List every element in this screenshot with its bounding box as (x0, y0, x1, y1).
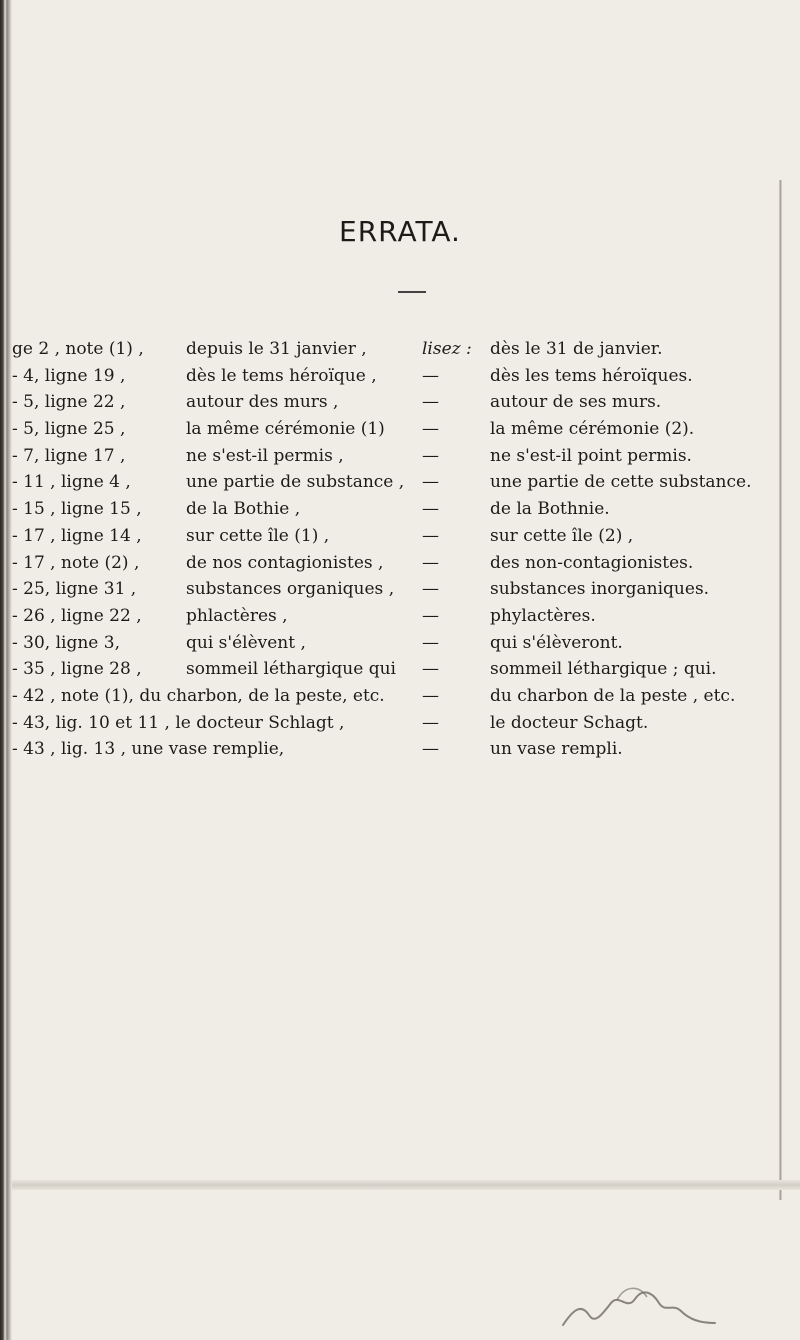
errata-correction: du charbon de la peste , etc. (490, 685, 736, 706)
errata-error-text: une partie de substance , (186, 472, 405, 493)
errata-error-text: de nos contagionistes , (186, 552, 384, 573)
errata-location: - 5, ligne 22 , (12, 392, 126, 413)
page-title: ERRATA. (339, 215, 461, 248)
errata-separator: — (422, 605, 439, 626)
errata-row (4, 656, 794, 683)
errata-error-text: autour des murs , (186, 392, 339, 413)
errata-row (4, 443, 794, 470)
errata-location: - 15 , ligne 15 , (12, 499, 142, 520)
errata-separator: — (422, 712, 439, 733)
errata-row (4, 550, 794, 577)
errata-row (4, 469, 794, 496)
title-rule (398, 291, 426, 293)
page-crease (12, 1180, 800, 1190)
errata-row (4, 363, 794, 390)
errata-row (4, 576, 794, 603)
errata-error-text: la même cérémonie (1) (186, 419, 385, 440)
errata-location: - 30, ligne 3, (12, 632, 120, 653)
errata-correction: sur cette île (2) , (490, 525, 634, 546)
errata-correction: de la Bothnie. (490, 499, 610, 520)
errata-correction: le docteur Schagt. (490, 712, 649, 733)
errata-location: - 7, ligne 17 , (12, 445, 126, 466)
errata-row (4, 496, 794, 523)
errata-row (4, 683, 794, 710)
errata-error-text: substances organiques , (186, 579, 395, 600)
errata-location: - 11 , ligne 4 , (12, 472, 131, 493)
errata-separator: — (422, 365, 439, 386)
errata-location: ge 2 , note (1) , (12, 339, 144, 359)
handwritten-mark (555, 1265, 725, 1335)
errata-error-text: dès le tems héroïque , (186, 365, 377, 386)
errata-separator: lisez : (422, 339, 472, 359)
errata-location: - 4, ligne 19 , (12, 365, 126, 386)
errata-correction: phylactères. (490, 605, 596, 626)
errata-correction: une partie de cette substance. (490, 472, 752, 493)
errata-location: - 17 , ligne 14 , (12, 525, 142, 546)
errata-location: - 17 , note (2) , (12, 552, 140, 573)
errata-separator: — (422, 472, 439, 493)
errata-location: - 5, ligne 25 , (12, 419, 126, 440)
errata-correction: ne s'est-il point permis. (490, 445, 692, 466)
errata-separator: — (422, 419, 439, 440)
errata-error-text: sur cette île (1) , (186, 525, 330, 546)
errata-row (4, 416, 794, 443)
errata-location: - 42 , note (1), du charbon, de la peste, etc. (12, 685, 385, 706)
errata-separator: — (422, 552, 439, 573)
errata-separator: — (422, 632, 439, 653)
errata-row (4, 523, 794, 550)
errata-location: - 25, ligne 31 , (12, 579, 137, 600)
errata-row (4, 603, 794, 630)
errata-location: - 26 , ligne 22 , (12, 605, 142, 626)
errata-row (4, 710, 794, 737)
errata-separator: — (422, 685, 439, 706)
errata-separator: — (422, 445, 439, 466)
errata-correction: qui s'élèveront. (490, 632, 623, 653)
errata-separator: — (422, 659, 439, 680)
errata-separator: — (422, 499, 439, 520)
errata-row (4, 736, 794, 763)
errata-error-text: qui s'élèvent , (186, 632, 306, 653)
errata-correction: sommeil léthargique ; qui. (490, 659, 717, 680)
errata-location: - 43 , lig. 13 , une vase remplie, (12, 739, 285, 760)
errata-row (4, 389, 794, 416)
errata-correction: la même cérémonie (2). (490, 419, 695, 440)
errata-separator: — (422, 525, 439, 546)
errata-location: - 43, lig. 10 et 11 , le docteur Schlagt , (12, 712, 345, 733)
errata-error-text: depuis le 31 janvier , (186, 339, 367, 359)
errata-correction: des non-contagionistes. (490, 552, 694, 573)
errata-separator: — (422, 392, 439, 413)
errata-row (4, 630, 794, 657)
errata-separator: — (422, 739, 439, 760)
errata-error-text: phlactères , (186, 605, 288, 626)
errata-error-text: sommeil léthargique qui (186, 659, 396, 680)
errata-location: - 35 , ligne 28 , (12, 659, 142, 680)
errata-error-text: de la Bothie , (186, 499, 301, 520)
errata-separator: — (422, 579, 439, 600)
errata-correction: un vase rempli. (490, 739, 623, 760)
errata-correction: autour de ses murs. (490, 392, 662, 413)
errata-correction: dès les tems héroïques. (490, 365, 693, 386)
errata-error-text: ne s'est-il permis , (186, 445, 344, 466)
errata-row (4, 336, 794, 363)
errata-list (4, 336, 794, 763)
errata-correction: substances inorganiques. (490, 579, 710, 600)
errata-correction: dès le 31 de janvier. (490, 339, 663, 359)
